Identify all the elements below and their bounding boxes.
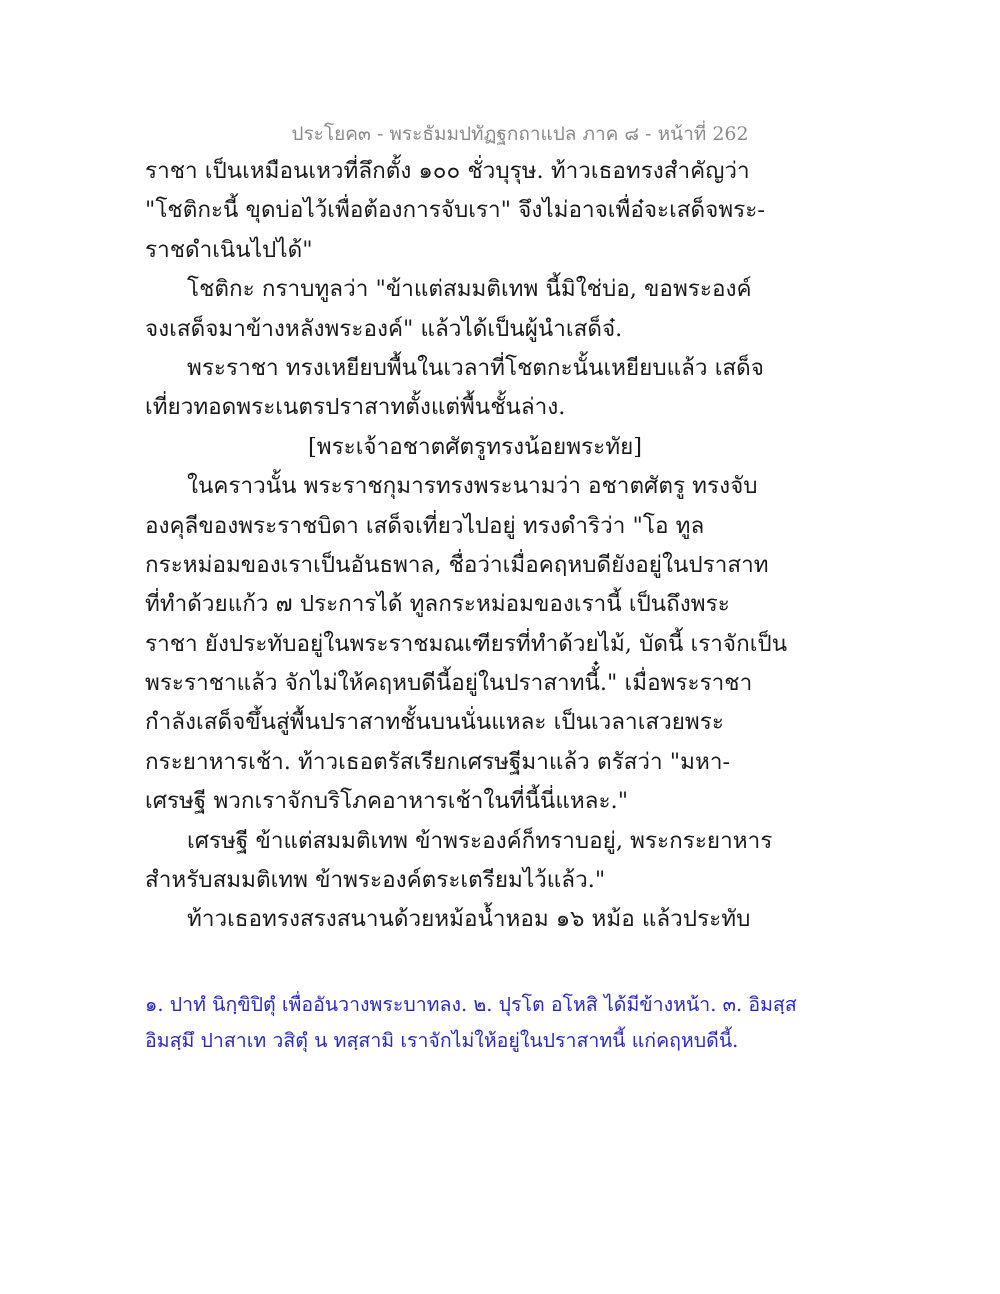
text-line: ราชา เป็นเหมือนเหวที่ลึกตั้ง ๑๐๐ ชั่วบุรุษ. ท้าวเธอทรงสำคัญว่า: [145, 158, 750, 184]
text-line: โชติกะ กราบทูลว่า "ข้าแต่สมมติเทพ นี้มิใช่บ่อ, ขอพระองค์: [187, 276, 752, 303]
text-line: กระหม่อมของเราเป็นอันธพาล, ชื่อว่าเมื่อคฤหบดียังอยู่ในปราสาท: [145, 551, 769, 578]
text-line: สำหรับสมมติเทพ ข้าพระองค์ตระเตรียมไว้แล้ว.": [145, 867, 606, 894]
text-line: องคุลีของพระราชบิดา เสด็จเที่ยวไปอยู่ ทรงดำริว่า "โอ ทูล: [145, 512, 705, 539]
text-line: กระยาหารเช้า. ท้าวเธอตรัสเรียกเศรษฐีมาแล้ว ตรัสว่า "มหา-: [145, 748, 731, 775]
section-heading: [พระเจ้าอชาตศัตรูทรงน้อยพระทัย]: [307, 433, 643, 460]
text-line: ในคราวนั้น พระราชกุมารทรงพระนามว่า อชาตศัตรู ทรงจับ: [187, 473, 758, 500]
text-line: ราชดำเนินไปได้": [145, 236, 313, 263]
text-line: เที่ยวทอดพระเนตรปราสาทตั้งแต่พื้นชั้นล่าง.: [145, 394, 566, 421]
text-line: จงเสด็จมาข้างหลังพระองค์" แล้วได้เป็นผู้นำเสด็จ๋.: [145, 315, 623, 342]
text-line: ท้าวเธอทรงสรงสนานด้วยหม้อน้ำหอม ๑๖ หม้อ แล้วประทับ: [187, 906, 751, 933]
footnote-line: ๑. ปาทํ นิกฺขิปิตุํ เพื่ออันวางพระบาทลง. ๒. ปุรโต อโหสิ ได้มีข้างหน้า. ๓. อิมสฺส: [145, 993, 797, 1016]
text-line: ราชา ยังประทับอยู่ในพระราชมณเฑียรที่ทำด้วยไม้, บัดนี้ เราจักเป็น: [145, 630, 788, 657]
body-text: [145, 152, 865, 940]
text-line: เศรษฐี ข้าแต่สมมติเทพ ข้าพระองค์ก็ทราบอยู่, พระกระยาหาร: [187, 827, 773, 854]
page-header: ประโยค๓ - พระธัมมปทัฏฐกถาแปล ภาค ๘ - หน้าที่ 262: [291, 123, 749, 145]
footnotes: [145, 987, 865, 1059]
text-line: พระราชาแล้ว จักไม่ให้คฤหบดีนี้อยู่ในปราสาทนี้๋." เมื่อพระราชา: [145, 670, 753, 697]
text-line: ที่ทำด้วยแก้ว ๗ ประการได้ ทูลกระหม่อมของเรานี้ เป็นถึงพระ: [145, 591, 730, 618]
text-line: พระราชา ทรงเหยียบพื้นในเวลาที่โชตกะนั้นเหยียบแล้ว เสด็จ: [187, 354, 764, 381]
footnote-line: อิมสฺมึ ปาสาเท วสิตุํ น ทสฺสามิ เราจักไม่ให้อยู่ในปราสาทนี้ แก่คฤหบดีนี้.: [145, 1029, 739, 1052]
text-line: เศรษฐี พวกเราจักบริโภคอาหารเช้าในที่นี้นี่แหละ.": [145, 788, 629, 815]
text-line: "โชติกะนี้ ขุดบ่อไว้เพื่อต้องการจับเรา" จึงไม่อาจเพื่อ๋จะเสด็จพระ-: [145, 197, 765, 224]
text-line: กำลังเสด็จขึ้นสู่พื้นปราสาทชั้นบนนั่นแหละ เป็นเวลาเสวยพระ: [145, 709, 724, 736]
